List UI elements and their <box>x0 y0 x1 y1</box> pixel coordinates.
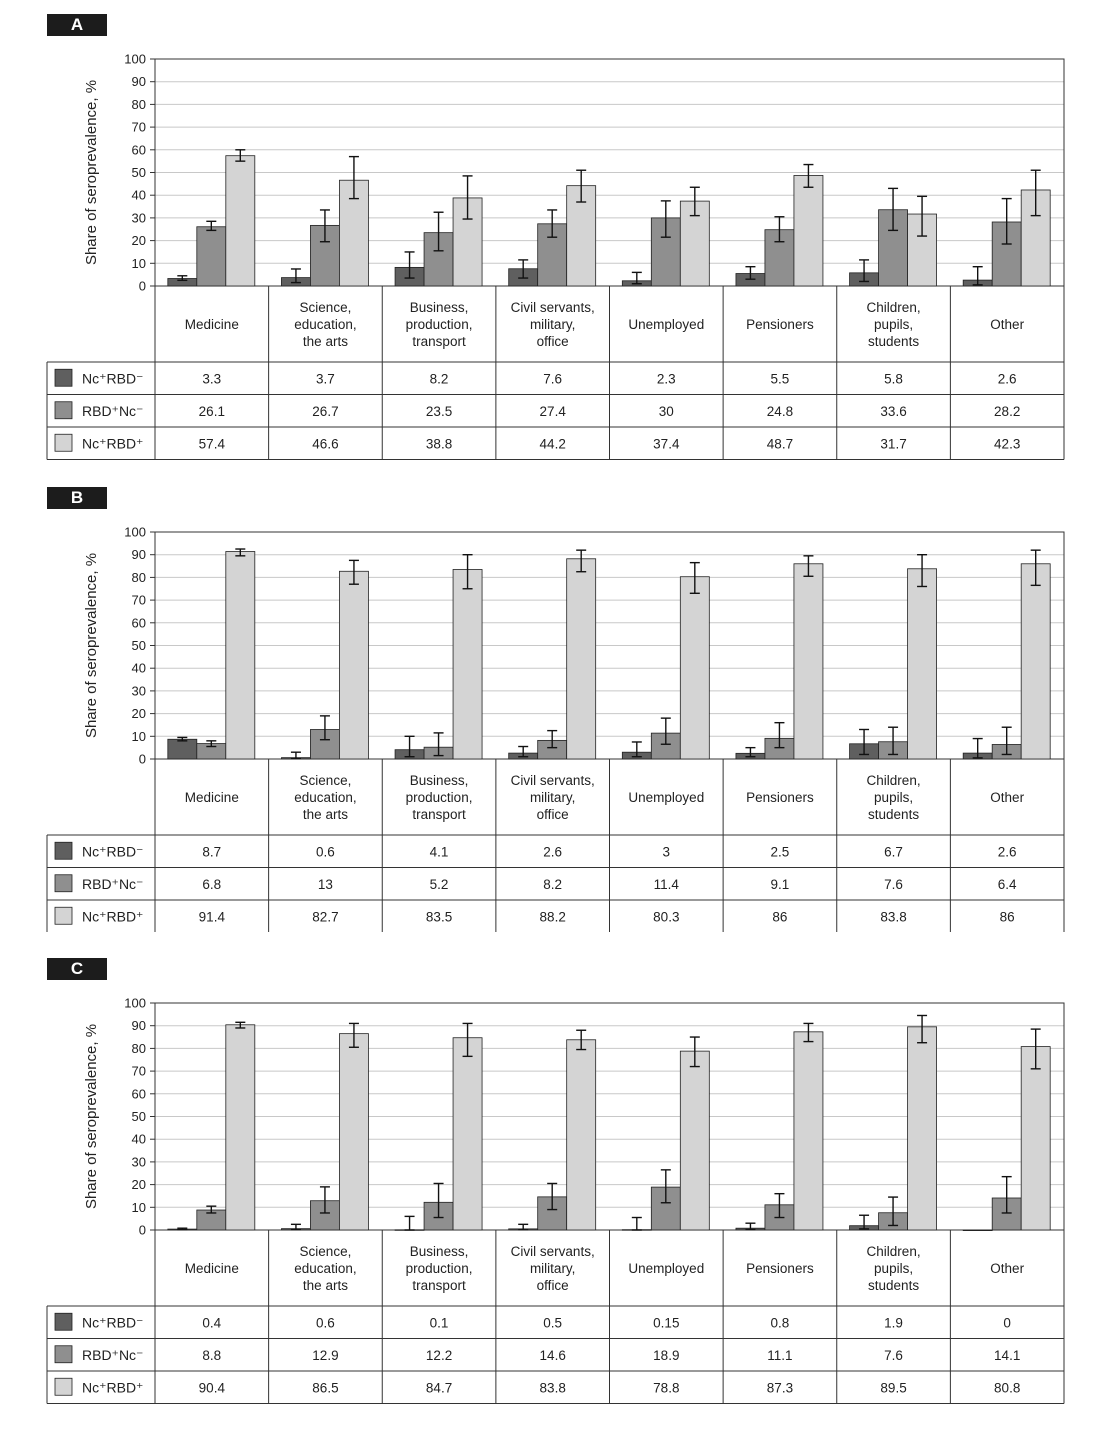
table-cell: 26.1 <box>198 403 225 419</box>
category-label-line: pupils, <box>874 790 914 805</box>
table-cell: 82.7 <box>312 909 339 925</box>
category-label <box>746 317 814 332</box>
table-cell: 14.1 <box>994 1347 1021 1363</box>
bar <box>1021 564 1050 759</box>
table-cell: 8.2 <box>429 371 449 387</box>
category-label <box>294 773 356 822</box>
category-label-line: Pensioners <box>746 1261 814 1276</box>
y-tick-label: 50 <box>131 638 146 653</box>
table-cell: 6.4 <box>997 876 1017 892</box>
table-cell: 23.5 <box>425 403 453 419</box>
panel-label: C <box>47 958 107 980</box>
category-label-line: Civil servants, <box>510 300 595 315</box>
table-cell: 90.4 <box>198 1380 225 1396</box>
category-label <box>406 773 473 822</box>
bar <box>908 569 937 759</box>
bar <box>226 1025 255 1230</box>
table-cell: 83.8 <box>539 1380 566 1396</box>
y-tick-label: 20 <box>131 1177 146 1193</box>
panel-a <box>0 14 1100 464</box>
category-label <box>867 300 921 349</box>
category-label <box>628 317 704 332</box>
table-cell: 4.1 <box>429 844 449 860</box>
category-label <box>746 1261 814 1276</box>
bar <box>794 564 823 759</box>
category-label-line: Unemployed <box>628 790 705 805</box>
table-cell: 11.1 <box>767 1347 793 1363</box>
bar <box>963 1230 992 1231</box>
legend-swatch <box>55 1346 72 1363</box>
table-cell: 46.6 <box>312 436 339 452</box>
y-tick-label: 0 <box>138 751 146 767</box>
table-cell: 12.2 <box>425 1347 453 1363</box>
category-label <box>628 1261 704 1276</box>
table-cell: 18.9 <box>653 1347 680 1363</box>
panel-b <box>0 487 1100 932</box>
table-cell: 28.2 <box>994 403 1021 419</box>
chart-c <box>0 958 1100 1406</box>
table-cell: 57.4 <box>198 436 225 452</box>
category-label <box>511 773 595 822</box>
category-label-line: students <box>868 334 920 349</box>
category-label-line: the arts <box>302 807 348 822</box>
panel-c <box>0 958 1100 1406</box>
table-cell: 2.6 <box>543 844 563 860</box>
legend-label: Nc⁺RBD⁺ <box>82 435 144 452</box>
table-cell: 84.7 <box>425 1380 453 1396</box>
category-label-line: military, <box>529 317 576 332</box>
legend-swatch <box>55 434 72 451</box>
legend-swatch <box>55 875 72 892</box>
category-label-line: education, <box>294 317 357 332</box>
y-tick-label: 90 <box>131 547 146 563</box>
table-cell: 2.5 <box>770 844 790 860</box>
table-cell: 38.8 <box>425 436 453 452</box>
category-label-line: pupils, <box>874 1261 914 1276</box>
table-cell: 86 <box>999 909 1015 925</box>
table-cell: 2.6 <box>997 844 1017 860</box>
y-tick-label: 50 <box>131 165 146 180</box>
category-label <box>406 300 473 349</box>
table-cell: 5.2 <box>429 876 449 892</box>
category-label <box>990 317 1024 332</box>
table-cell: 44.2 <box>539 436 566 452</box>
y-tick-label: 40 <box>131 660 146 676</box>
bar <box>453 569 482 759</box>
y-tick-label: 70 <box>131 592 146 608</box>
category-label-line: the arts <box>302 1278 348 1293</box>
category-label-line: Other <box>990 790 1025 805</box>
table-cell: 8.2 <box>543 876 563 892</box>
y-tick-label: 10 <box>131 728 146 744</box>
legend-label: Nc⁺RBD⁺ <box>82 1379 144 1396</box>
table-cell: 6.7 <box>884 844 903 860</box>
table-cell: 0.15 <box>653 1315 680 1331</box>
table-cell: 5.8 <box>884 371 903 387</box>
category-label-line: Other <box>990 1261 1025 1276</box>
error-bar <box>177 1228 187 1229</box>
y-tick-label: 100 <box>124 995 146 1011</box>
table-cell: 0.6 <box>316 844 335 860</box>
y-tick-label: 90 <box>131 1018 146 1034</box>
table-cell: 1.9 <box>884 1315 903 1331</box>
bar <box>168 739 197 759</box>
chart-a <box>0 14 1100 464</box>
legend-swatch <box>55 842 72 859</box>
bar <box>197 227 226 286</box>
table-cell: 86 <box>772 909 788 925</box>
table-cell: 0.4 <box>202 1315 222 1331</box>
y-tick-label: 90 <box>131 74 146 90</box>
category-label <box>185 317 239 332</box>
bar <box>680 1051 709 1230</box>
category-label-line: Children, <box>866 773 921 788</box>
error-bar <box>632 1218 642 1230</box>
table-cell: 91.4 <box>198 909 225 925</box>
category-label-line: production, <box>405 317 473 332</box>
legend-label: Nc⁺RBD⁺ <box>82 908 144 925</box>
legend-label: Nc⁺RBD⁻ <box>82 370 144 387</box>
table-cell: 5.5 <box>770 371 790 387</box>
table-cell: 8.7 <box>202 844 222 860</box>
category-label-line: the arts <box>302 334 348 349</box>
y-axis-label: Share of seroprevalence, % <box>83 552 100 739</box>
legend-label: RBD⁺Nc⁻ <box>82 402 144 419</box>
table-cell: 37.4 <box>653 436 680 452</box>
table-cell: 7.6 <box>884 1347 903 1363</box>
category-label-line: military, <box>529 790 576 805</box>
legend-swatch <box>55 907 72 924</box>
category-label-line: Science, <box>299 1244 352 1259</box>
bar <box>794 175 823 286</box>
legend-label: Nc⁺RBD⁻ <box>82 1314 144 1331</box>
bar <box>567 1040 596 1230</box>
bar <box>339 1034 368 1230</box>
legend-label: Nc⁺RBD⁻ <box>82 843 144 860</box>
table-cell: 3 <box>662 844 671 860</box>
y-tick-label: 30 <box>131 1154 146 1170</box>
category-label-line: Children, <box>866 1244 921 1259</box>
table-cell: 0.8 <box>770 1315 790 1331</box>
y-tick-label: 20 <box>131 233 146 249</box>
category-label <box>990 790 1024 805</box>
category-label-line: education, <box>294 1261 357 1276</box>
y-tick-label: 20 <box>131 706 146 722</box>
category-label-line: transport <box>412 807 466 822</box>
table-cell: 6.8 <box>202 876 222 892</box>
table-cell: 87.3 <box>766 1380 794 1396</box>
legend-label: RBD⁺Nc⁻ <box>82 875 144 892</box>
table-cell: 9.1 <box>770 876 790 892</box>
table-cell: 13 <box>317 876 333 892</box>
category-label <box>746 790 814 805</box>
bar <box>226 156 255 286</box>
category-label-line: Business, <box>409 773 469 788</box>
bar <box>794 1032 823 1230</box>
category-label-line: Medicine <box>184 790 239 805</box>
table-cell: 42.3 <box>994 436 1021 452</box>
table-cell: 0.1 <box>429 1315 449 1331</box>
bar <box>567 559 596 759</box>
legend-swatch <box>55 1313 72 1330</box>
y-tick-label: 60 <box>131 142 146 158</box>
y-tick-label: 10 <box>131 255 146 271</box>
legend-swatch <box>55 1378 72 1395</box>
category-label-line: Unemployed <box>628 317 705 332</box>
y-tick-label: 60 <box>131 1086 146 1102</box>
y-tick-label: 40 <box>131 1131 146 1147</box>
table-cell: 80.8 <box>994 1380 1021 1396</box>
table-cell: 26.7 <box>312 403 339 419</box>
panel-label: A <box>47 14 107 36</box>
category-label-line: production, <box>405 790 473 805</box>
y-tick-label: 0 <box>138 1222 146 1238</box>
category-label-line: Business, <box>409 300 469 315</box>
table-cell: 14.6 <box>539 1347 566 1363</box>
y-tick-label: 80 <box>131 569 146 585</box>
table-cell: 0.5 <box>543 1315 563 1331</box>
category-label <box>406 1244 473 1293</box>
table-cell: 31.7 <box>880 436 907 452</box>
category-label-line: Business, <box>409 1244 469 1259</box>
bar <box>908 1027 937 1230</box>
table-cell: 7.6 <box>543 371 563 387</box>
category-label-line: Science, <box>299 300 352 315</box>
category-label-line: Medicine <box>184 317 239 332</box>
category-label-line: Other <box>990 317 1025 332</box>
table-cell: 0.6 <box>316 1315 335 1331</box>
y-tick-label: 30 <box>131 210 146 226</box>
error-bar <box>405 1216 415 1230</box>
category-label-line: production, <box>405 1261 473 1276</box>
category-label <box>185 1261 239 1276</box>
y-tick-label: 80 <box>131 96 146 112</box>
table-cell: 48.7 <box>766 436 794 452</box>
bar <box>339 571 368 759</box>
table-cell: 33.6 <box>880 403 907 419</box>
category-label <box>294 300 356 349</box>
bar <box>226 552 255 759</box>
category-label <box>294 1244 356 1293</box>
y-tick-label: 10 <box>131 1199 146 1215</box>
legend-swatch <box>55 369 72 386</box>
category-label-line: transport <box>412 1278 466 1293</box>
category-label <box>867 1244 921 1293</box>
table-cell: 78.8 <box>653 1380 680 1396</box>
table-cell: 3.3 <box>202 371 222 387</box>
y-tick-label: 100 <box>124 51 146 67</box>
y-tick-label: 70 <box>131 1063 146 1079</box>
table-cell: 7.6 <box>884 876 903 892</box>
y-axis-label: Share of seroprevalence, % <box>83 1023 100 1210</box>
category-label-line: office <box>536 807 569 822</box>
category-label-line: students <box>868 1278 920 1293</box>
category-label-line: Unemployed <box>628 1261 705 1276</box>
category-label-line: students <box>868 807 920 822</box>
category-label-line: office <box>536 334 569 349</box>
table-cell: 80.3 <box>653 909 680 925</box>
category-label-line: pupils, <box>874 317 914 332</box>
bar <box>453 1038 482 1230</box>
category-label-line: Pensioners <box>746 790 814 805</box>
table-cell: 12.9 <box>312 1347 339 1363</box>
legend-swatch <box>55 402 72 419</box>
table-cell: 3.7 <box>316 371 335 387</box>
category-label <box>511 1244 595 1293</box>
table-cell: 11.4 <box>653 876 679 892</box>
table-cell: 2.6 <box>997 371 1017 387</box>
table-cell: 30 <box>658 403 674 419</box>
category-label-line: Science, <box>299 773 352 788</box>
category-label <box>185 790 239 805</box>
category-label-line: office <box>536 1278 569 1293</box>
y-tick-label: 60 <box>131 615 146 631</box>
category-label-line: Children, <box>866 300 921 315</box>
table-cell: 86.5 <box>312 1380 339 1396</box>
bar <box>1021 1047 1050 1230</box>
category-label-line: education, <box>294 790 357 805</box>
table-cell: 89.5 <box>880 1380 907 1396</box>
legend-label: RBD⁺Nc⁻ <box>82 1346 144 1363</box>
y-tick-label: 40 <box>131 187 146 203</box>
category-label-line: military, <box>529 1261 576 1276</box>
table-cell: 83.8 <box>880 909 907 925</box>
table-cell: 8.8 <box>202 1347 222 1363</box>
table-cell: 24.8 <box>766 403 794 419</box>
panel-label: B <box>47 487 107 509</box>
y-tick-label: 0 <box>138 278 146 294</box>
category-label <box>867 773 921 822</box>
bar <box>680 577 709 759</box>
table-cell: 88.2 <box>539 909 566 925</box>
y-tick-label: 30 <box>131 683 146 699</box>
table-cell: 83.5 <box>425 909 453 925</box>
category-label-line: Medicine <box>184 1261 239 1276</box>
y-axis-label: Share of seroprevalence, % <box>83 79 100 266</box>
category-label-line: Civil servants, <box>510 773 595 788</box>
category-label-line: transport <box>412 334 466 349</box>
table-cell: 0 <box>1003 1315 1011 1331</box>
y-tick-label: 70 <box>131 119 146 135</box>
category-label <box>990 1261 1024 1276</box>
error-bar <box>177 276 187 281</box>
y-tick-label: 80 <box>131 1040 146 1056</box>
chart-b <box>0 487 1100 932</box>
category-label <box>628 790 704 805</box>
y-tick-label: 100 <box>124 524 146 540</box>
category-label-line: Pensioners <box>746 317 814 332</box>
table-cell: 27.4 <box>539 403 566 419</box>
y-tick-label: 50 <box>131 1109 146 1124</box>
category-label <box>511 300 595 349</box>
category-label-line: Civil servants, <box>510 1244 595 1259</box>
table-cell: 2.3 <box>656 371 676 387</box>
